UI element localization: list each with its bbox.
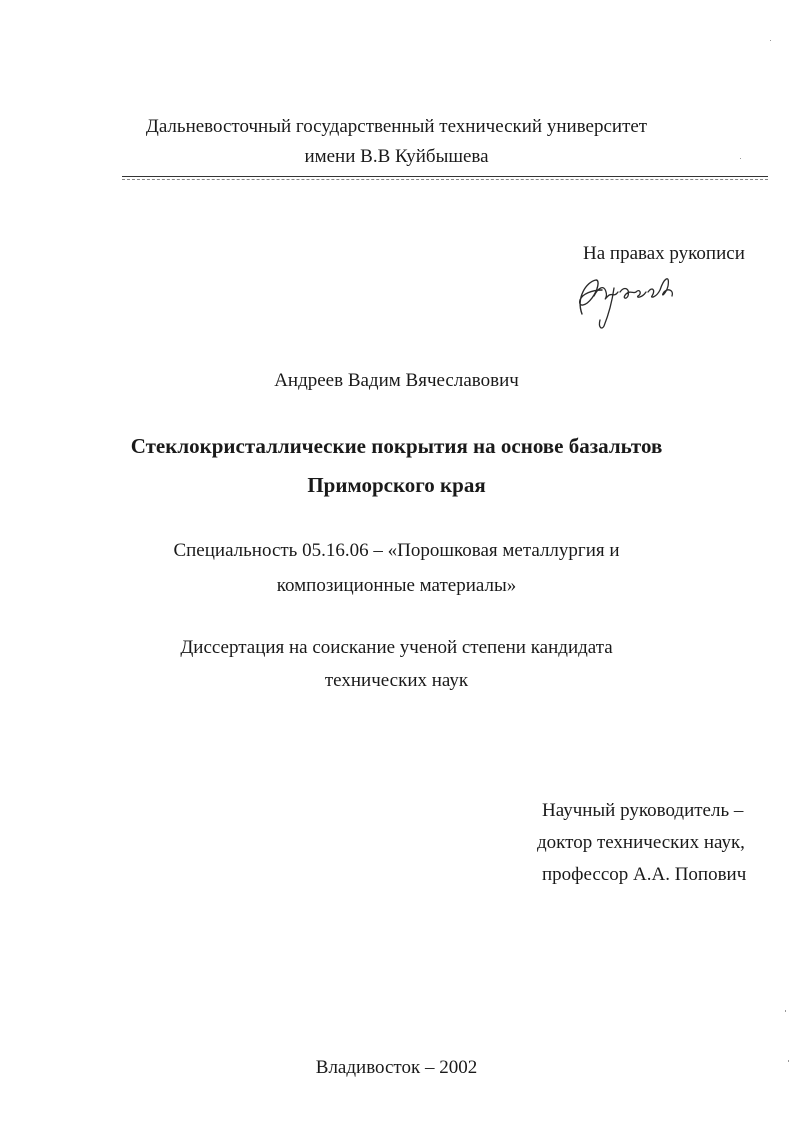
author-signature [568, 268, 688, 336]
city-year: Владивосток – 2002 [315, 1057, 478, 1078]
degree-line1: Диссертация на соискание ученой степени кандидата [180, 637, 613, 658]
header-divider-shadow [122, 179, 768, 180]
advisor-line1: Научный руководитель – [542, 800, 744, 821]
scan-speck [788, 1060, 789, 1062]
scan-speck [785, 1010, 786, 1012]
dissertation-title-line2: Приморского края [307, 473, 486, 497]
specialty-line1: Специальность 05.16.06 – «Порошковая металлургия и [173, 540, 620, 561]
rights-note: На правах рукописи [583, 243, 745, 264]
degree-line2: технических наук [324, 670, 469, 691]
scan-speck [770, 40, 771, 41]
university-name-line2: имени В.В Куйбышева [304, 146, 489, 167]
specialty-line2: композиционные материалы» [276, 575, 517, 596]
dissertation-title-line1: Стеклокристаллические покрытия на основе базальтов [130, 434, 663, 458]
header-divider [122, 176, 768, 177]
advisor-line3: профессор А.А. Попович [542, 864, 747, 885]
advisor-line2: доктор технических наук, [537, 832, 745, 853]
university-name-line1: Дальневосточный государственный технический университет [145, 116, 648, 137]
scan-speck [740, 158, 741, 159]
author-name: Андреев Вадим Вячеславович [274, 370, 519, 391]
